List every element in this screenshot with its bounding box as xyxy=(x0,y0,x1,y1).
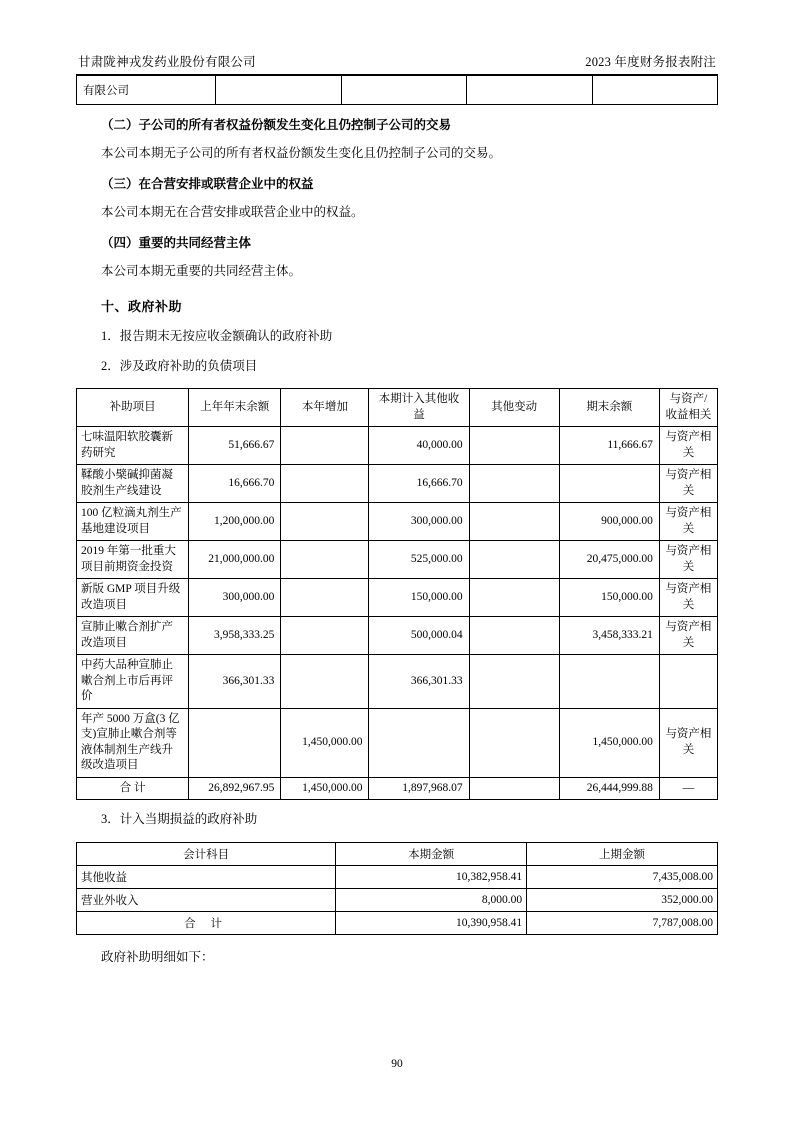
cell-other-income: 525,000.00 xyxy=(369,541,469,579)
cell-end-balance: 11,666.67 xyxy=(559,427,659,465)
subsection-heading-3: （三）在合营安排或联营企业中的权益 xyxy=(101,176,314,191)
table-row xyxy=(77,427,718,465)
table-row xyxy=(77,465,718,503)
table-total-row xyxy=(77,911,718,934)
cell-previous-amount: 352,000.00 xyxy=(527,888,718,911)
cell-relation: 与资产相关 xyxy=(659,427,717,465)
cell-relation: 与资产相关 xyxy=(659,465,717,503)
subsection-body-4: 本公司本期无重要的共同经营主体。 xyxy=(101,263,302,278)
cell-item-name: 2019 年第一批重大项目前期资金投资 xyxy=(77,541,189,579)
cell-increase xyxy=(281,541,369,579)
cell-end-balance: 20,475,000.00 xyxy=(559,541,659,579)
col-header-0: 补助项目 xyxy=(77,389,189,427)
cell-blank-4 xyxy=(592,76,718,105)
cell-increase: 1,450,000.00 xyxy=(281,708,369,777)
cell-total-previous: 7,787,008.00 xyxy=(527,911,718,934)
cell-other-income: 150,000.00 xyxy=(369,579,469,617)
cell-other-change xyxy=(469,617,559,655)
cell-begin-balance: 21,000,000.00 xyxy=(189,541,281,579)
cell-relation: 与资产相关 xyxy=(659,503,717,541)
cell-total-increase: 1,450,000.00 xyxy=(281,777,369,800)
continued-table xyxy=(76,75,718,105)
cell-end-balance: 150,000.00 xyxy=(559,579,659,617)
cell-increase xyxy=(281,503,369,541)
cell-relation xyxy=(659,655,717,709)
subsection-heading-4: （四）重要的共同经营主体 xyxy=(101,235,252,250)
col-header-previous: 上期金额 xyxy=(527,842,718,865)
cell-account-name: 营业外收入 xyxy=(77,888,336,911)
header-document-title: 2023 年度财务报表附注 xyxy=(585,55,716,69)
cell-begin-balance: 51,666.67 xyxy=(189,427,281,465)
section-ten-item-1: 1．报告期末无按应收金额确认的政府补助 xyxy=(101,329,333,344)
col-header-account: 会计科目 xyxy=(77,842,336,865)
cell-begin-balance: 1,200,000.00 xyxy=(189,503,281,541)
subsection-heading-2: （二）子公司的所有者权益份额发生变化且仍控制子公司的交易 xyxy=(101,118,452,132)
table-row xyxy=(77,708,718,777)
table-header-row xyxy=(77,842,718,865)
cell-current-amount: 8,000.00 xyxy=(336,888,527,911)
cell-company: 有限公司 xyxy=(77,76,216,105)
cell-end-balance xyxy=(559,655,659,709)
cell-relation: 与资产相关 xyxy=(659,579,717,617)
cell-begin-balance xyxy=(189,708,281,777)
cell-increase xyxy=(281,465,369,503)
section-heading-ten: 十、政府补助 xyxy=(101,299,183,315)
cell-account-name: 其他收益 xyxy=(77,865,336,888)
col-header-5: 期末余额 xyxy=(559,389,659,427)
cell-other-income xyxy=(369,708,469,777)
col-header-6: 与资产/收益相关 xyxy=(659,389,717,427)
cell-relation: 与资产相关 xyxy=(659,617,717,655)
cell-end-balance xyxy=(559,465,659,503)
cell-end-balance: 3,458,333.21 xyxy=(559,617,659,655)
cell-item-name: 年产 5000 万盒(3 亿支)宣肺止嗽合剂等液体制剂生产线升级改造项目 xyxy=(77,708,189,777)
cell-increase xyxy=(281,427,369,465)
table-header-row xyxy=(77,389,718,427)
col-header-2: 本年增加 xyxy=(281,389,369,427)
col-header-4: 其他变动 xyxy=(469,389,559,427)
header-company-name: 甘肃陇神戎发药业股份有限公司 xyxy=(78,55,256,69)
cell-other-income: 16,666.70 xyxy=(369,465,469,503)
col-header-3: 本期计入其他收益 xyxy=(369,389,469,427)
cell-blank-2 xyxy=(341,76,467,105)
cell-total-begin: 26,892,967.95 xyxy=(189,777,281,800)
cell-total-label: 合 计 xyxy=(77,777,189,800)
cell-blank-3 xyxy=(467,76,593,105)
cell-other-income: 500,000.04 xyxy=(369,617,469,655)
cell-item-name: 宣肺止嗽合剂扩产改造项目 xyxy=(77,617,189,655)
table-row xyxy=(77,888,718,911)
table-row xyxy=(77,541,718,579)
cell-item-name: 中药大品种宣肺止嗽合剂上市后再评价 xyxy=(77,655,189,709)
cell-increase xyxy=(281,655,369,709)
cell-relation: 与资产相关 xyxy=(659,708,717,777)
cell-total-other-income: 1,897,968.07 xyxy=(369,777,469,800)
cell-relation: 与资产相关 xyxy=(659,541,717,579)
profit-loss-grant-table xyxy=(76,842,718,935)
cell-total-label: 合 计 xyxy=(77,911,336,934)
col-header-current: 本期金额 xyxy=(336,842,527,865)
cell-item-name: 七味温阳软胶囊新药研究 xyxy=(77,427,189,465)
page-header xyxy=(76,52,718,75)
cell-total-end: 26,444,999.88 xyxy=(559,777,659,800)
cell-total-current: 10,390,958.41 xyxy=(336,911,527,934)
cell-other-income: 300,000.00 xyxy=(369,503,469,541)
cell-other-change xyxy=(469,427,559,465)
table-total-row xyxy=(77,777,718,800)
cell-end-balance: 1,450,000.00 xyxy=(559,708,659,777)
section-ten-item-3: 3．计入当期损益的政府补助 xyxy=(101,812,258,827)
subsection-body-2: 本公司本期无子公司的所有者权益份额发生变化且仍控制子公司的交易。 xyxy=(101,146,502,161)
cell-increase xyxy=(281,617,369,655)
cell-total-other-change xyxy=(469,777,559,800)
cell-total-relation: — xyxy=(659,777,717,800)
table-row xyxy=(77,617,718,655)
cell-other-change xyxy=(469,708,559,777)
table-row xyxy=(77,579,718,617)
footer-note: 政府补助明细如下： xyxy=(101,949,214,964)
grant-liability-table xyxy=(76,388,718,800)
table-row xyxy=(77,503,718,541)
cell-begin-balance: 300,000.00 xyxy=(189,579,281,617)
cell-previous-amount: 7,435,008.00 xyxy=(527,865,718,888)
table-row xyxy=(77,865,718,888)
cell-other-change xyxy=(469,503,559,541)
cell-item-name: 鞣酸小檗碱抑菌凝胶剂生产线建设 xyxy=(77,465,189,503)
cell-other-change xyxy=(469,579,559,617)
table-row xyxy=(77,76,718,105)
cell-other-change xyxy=(469,655,559,709)
cell-increase xyxy=(281,579,369,617)
col-header-1: 上年年末余额 xyxy=(189,389,281,427)
cell-other-change xyxy=(469,541,559,579)
cell-item-name: 新版 GMP 项目升级改造项目 xyxy=(77,579,189,617)
cell-begin-balance: 3,958,333.25 xyxy=(189,617,281,655)
table-row xyxy=(77,655,718,709)
cell-other-income: 366,301.33 xyxy=(369,655,469,709)
section-ten-item-2: 2．涉及政府补助的负债项目 xyxy=(101,358,258,373)
cell-end-balance: 900,000.00 xyxy=(559,503,659,541)
cell-other-change xyxy=(469,465,559,503)
subsection-body-3: 本公司本期无在合营安排或联营企业中的权益。 xyxy=(101,205,364,220)
page-number: 90 xyxy=(391,1058,403,1070)
cell-other-income: 40,000.00 xyxy=(369,427,469,465)
cell-begin-balance: 16,666.70 xyxy=(189,465,281,503)
cell-current-amount: 10,382,958.41 xyxy=(336,865,527,888)
cell-blank-1 xyxy=(216,76,342,105)
cell-item-name: 100 亿粒滴丸剂生产基地建设项目 xyxy=(77,503,189,541)
cell-begin-balance: 366,301.33 xyxy=(189,655,281,709)
